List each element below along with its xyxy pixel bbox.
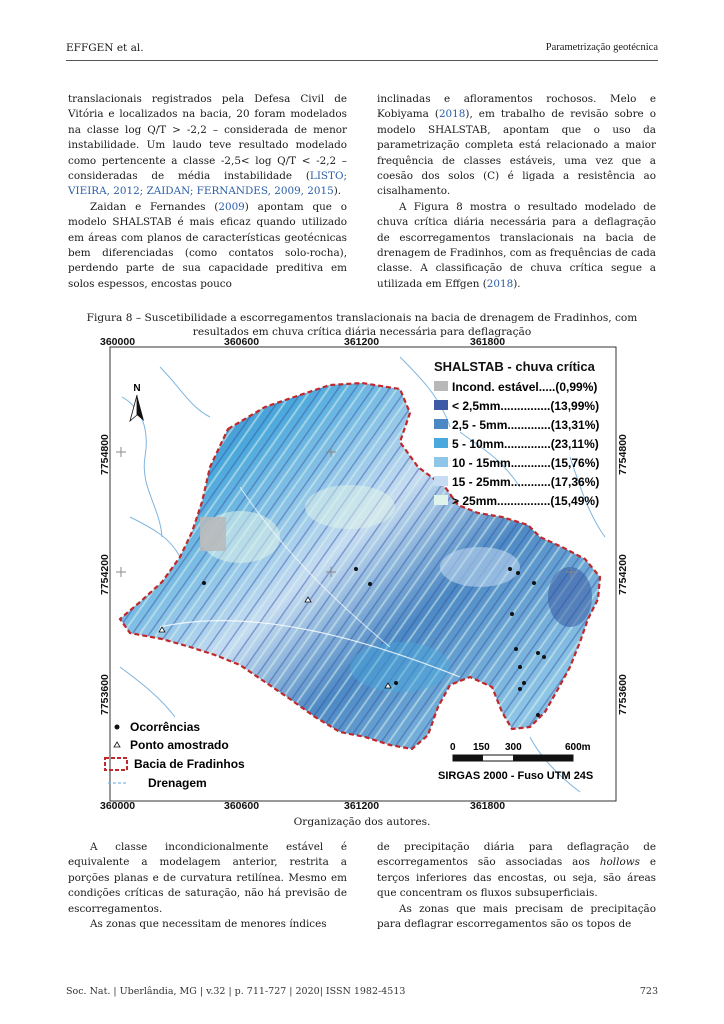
running-header-title: Parametrização geotécnica [545,42,658,53]
column-bottom-right [377,840,656,932]
legend [434,380,599,508]
paragraph: A Figura 8 mostra o resultado modelado de chuva crítica diária necessária para a deflagração de escorregamentos translacionais na bacia de drenagem de Fradinhos, com as frequências de cada classe. A classificação de chuva crítica segue a utilizada em Effgen (2018). [377,200,656,290]
coord-left: 7754800 [99,434,111,475]
coord-bottom: 360600 [224,800,260,812]
scale-label: 0 [450,742,456,753]
legend-swatch [434,419,448,429]
paragraph: As zonas que necessitam de menores índices [90,918,327,931]
legend-swatch [434,400,448,410]
coord-right: 7754200 [617,554,629,595]
north-label: N [133,383,141,394]
column-bottom-left [68,840,347,932]
coord-top: 361800 [470,336,506,348]
coord-top: 361200 [344,336,380,348]
coord-bottom: 360000 [100,800,136,812]
citation-link[interactable]: 2018 [438,108,466,121]
coord-top: 360000 [100,336,136,348]
legend-label: 15 - 25mm............(17,36%) [452,475,600,489]
paragraph: de precipitação diária para deflagração de escorregamentos são associadas aos hollows e terços inferiores das encostas, ou seja, são áreas que concentram os fluxos subsuperficiais. [377,841,656,900]
figure-caption: Figura 8 – Suscetibilidade a escorregamentos translacionais na bacia de drenagem de Fradinhos, com resultados em chuva crítica diária necessária para deflagração [86,312,638,338]
legend-sample: Ponto amostrado [130,738,229,752]
citation-link[interactable]: 2018 [486,277,514,290]
citation-link[interactable]: 2009 [218,200,245,213]
coord-top: 360600 [224,336,260,348]
legend-label: 10 - 15mm............(15,76%) [452,456,600,470]
legend-swatch [434,438,448,448]
header-rule [66,60,658,61]
legend-label: Incond. estável.....(0,99%) [452,380,598,394]
legend-swatch [434,457,448,467]
legend-label: < 2,5mm...............(13,99%) [452,399,600,413]
column-top-right [377,92,656,292]
legend-title: SHALSTAB - chuva crítica [434,359,595,374]
scale-label: 600m [565,742,591,753]
figure-credit: Organização dos autores. [293,816,431,828]
legend-swatch [434,381,448,391]
legend-basin: Bacia de Fradinhos [134,757,245,771]
projection-label: SIRGAS 2000 - Fuso UTM 24S [438,770,594,782]
susceptibility-map [99,336,629,812]
legend-label: > 25mm................(15,49%) [452,494,600,508]
paragraph: Zaidan e Fernandes (2009) apontam que o modelo SHALSTAB é mais eficaz quando utilizado em áreas com planos de características geotécnicas bem diferenciadas (como contatos solo-rocha), perdendo parte de sua capacidade preditiva em solos espessos, encostas pouco [68,200,348,290]
legend-swatch [434,495,448,505]
paragraph: A classe incondicionalmente estável é equivalente a modelagem anterior, restrita a porções planas e de curvatura retilínea. Mesmo em condições críticas de saturação, não há previsão de escorregamentos. [68,841,347,915]
legend-swatch [434,476,448,486]
column-top-left [68,92,347,292]
coord-right: 7753600 [617,674,629,715]
coord-left: 7753600 [99,674,111,715]
scale-label: 150 [473,742,490,753]
coord-bottom: 361200 [344,800,380,812]
footer-citation: Soc. Nat. | Uberlândia, MG | v.32 | p. 711-727 | 2020| ISSN 1982-4513 [66,986,406,997]
scale-label: 300 [505,742,522,753]
citation-link[interactable]: LISTO; VIEIRA, 2012; ZAIDAN; FERNANDES, 2009, 2015 [68,170,347,198]
paragraph: inclinadas e afloramentos rochosos. Melo e Kobiyama (2018), em trabalho de revisão sobre o modelo SHALSTAB, apontam que o uso da parametrização completa está relacionado a maior frequência de classes estáveis, uma vez que a coesão dos solos (C) é ligada a resistência ao cisalhamento. [377,93,656,198]
running-header-authors: EFFGEN et al. [66,42,144,54]
paragraph: translacionais registrados pela Defesa Civil de Vitória e localizados na bacia, 20 foram modelados na classe log Q/T > -2,2 – considerada de menor instabilidade. Um laudo teve resultado modelado como pertencente a classe -2,5< log Q/T < -2,2 – consideradas de média instabilidade (LISTO; VIEIRA, 2012; ZAIDAN; FERNANDES, 2009, 2015). [68,93,347,198]
legend-occurrences: Ocorrências [130,720,201,734]
page-number: 723 [639,986,658,997]
legend-label: 5 - 10mm..............(23,11%) [452,437,599,451]
coord-bottom: 361800 [470,800,506,812]
legend-label: 2,5 - 5mm.............(13,31%) [452,418,600,432]
paragraph: As zonas que mais precisam de precipitação para deflagrar escorregamentos são os topos de [377,902,656,931]
coord-right: 7754800 [617,434,629,475]
legend-drainage: Drenagem [148,776,207,790]
coord-left: 7754200 [99,554,111,595]
